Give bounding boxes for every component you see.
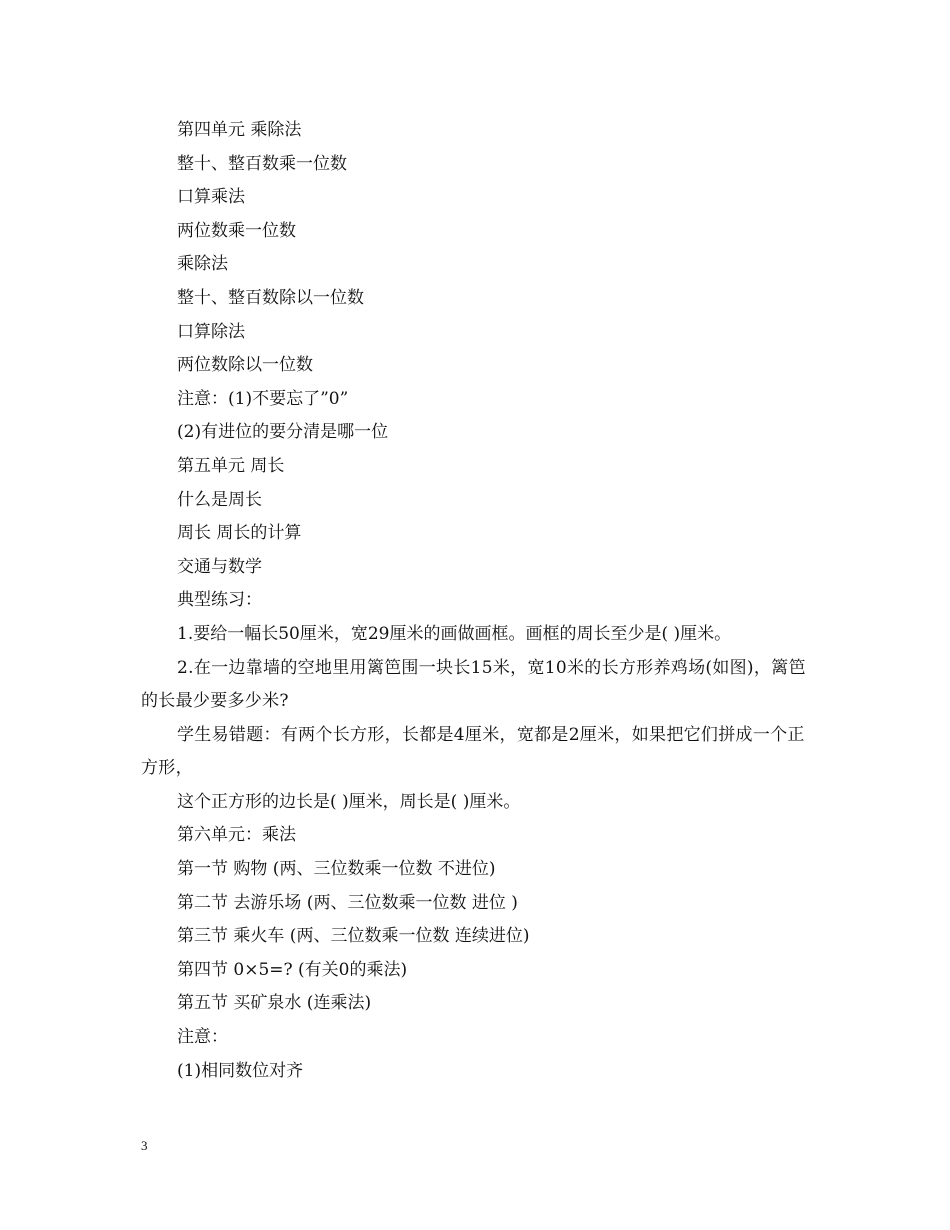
note-line: 注意：(1)不要忘了”0”	[177, 388, 349, 409]
text-line: 整十、整百数乘一位数	[177, 153, 347, 174]
text-line: 两位数除以一位数	[177, 355, 313, 376]
text-line: 这个正方形的边长是( )厘米，周长是( )厘米。	[177, 791, 521, 812]
common-mistake-paragraph: 学生易错题：有两个长方形，长都是4厘米，宽都是2厘米，如果把它们拼成一个正方形，	[141, 724, 805, 779]
text-line: 口算乘法	[177, 187, 245, 208]
section-line: 第三节 乘火车 (两、三位数乘一位数 连续进位)	[177, 926, 530, 947]
text-line: 乘除法	[177, 254, 228, 275]
note-line: 注意：	[177, 1027, 228, 1048]
unit-six-heading: 第六单元：乘法	[177, 825, 296, 846]
text-line: 什么是周长	[177, 489, 262, 510]
text-line: 两位数乘一位数	[177, 220, 296, 241]
text-line: 周长 周长的计算	[177, 523, 302, 544]
text-line: 整十、整百数除以一位数	[177, 287, 364, 308]
unit-five-heading: 第五单元 周长	[177, 455, 285, 476]
note-line: (2)有进位的要分清是哪一位	[177, 422, 389, 443]
section-line: 第四节 0×5=? (有关0的乘法)	[177, 959, 408, 980]
note-line: (1)相同数位对齐	[177, 1060, 304, 1081]
text-line: 口算除法	[177, 321, 245, 342]
text-line: 交通与数学	[177, 556, 262, 577]
exercise-heading: 典型练习：	[177, 590, 262, 611]
exercise-paragraph: 2.在一边靠墙的空地里用篱笆围一块长15米，宽10米的长方形养鸡场(如图)，篱笆的长最少要多少米?	[141, 657, 806, 712]
section-line: 第五节 买矿泉水 (连乘法)	[177, 993, 372, 1014]
document-body	[141, 114, 821, 1088]
section-line: 第二节 去游乐场 (两、三位数乘一位数 进位 )	[177, 892, 518, 913]
unit-four-heading: 第四单元 乘除法	[177, 120, 302, 140]
exercise-item: 1.要给一幅长50厘米，宽29厘米的画做画框。画框的周长至少是( )厘米。	[177, 623, 732, 644]
section-line: 第一节 购物 (两、三位数乘一位数 不进位)	[177, 859, 496, 880]
page-number: 3	[141, 1138, 148, 1153]
